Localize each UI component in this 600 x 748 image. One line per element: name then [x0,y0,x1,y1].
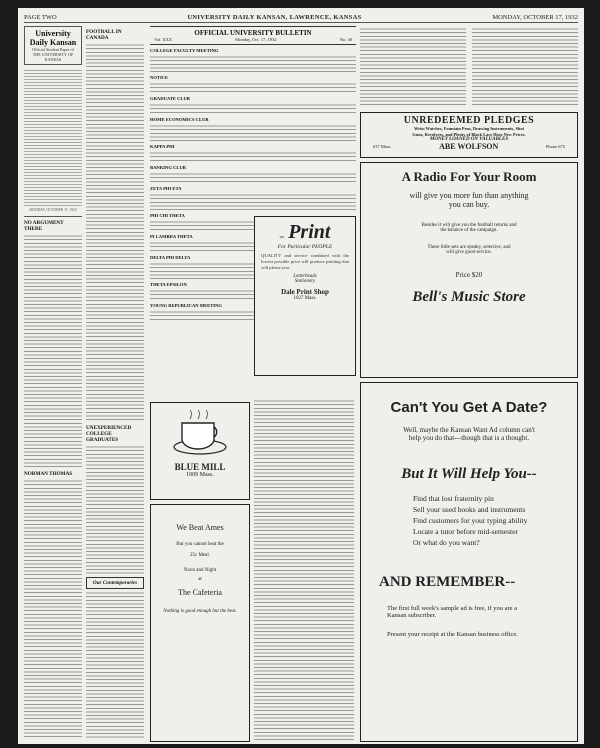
pledges-name: ABE WOLFSON [439,142,499,151]
column-editorial [24,26,82,740]
print-prefix: we [279,234,285,239]
date-ad-line1: Well, maybe the Kansan Want Ad column can't [403,426,535,434]
headline-graduates: UNEXPERIENCED COLLEGE GRADUATES [86,425,132,443]
bulletin-notice-heading: GRADUATE CLUB [150,96,190,101]
date-ad-title: Can't You Get A Date? [390,399,548,416]
radio-store: Bell's Music Store [412,289,526,305]
masthead-title: University Daily Kansan [29,29,77,47]
pledges-addr: 637 Mass. [373,144,392,149]
issue-date: MONDAY, OCTOBER 17, 1932 [492,13,578,21]
ad-blue-mill [150,402,250,500]
headline-football-canada: FOOTBALL IN CANADA [86,29,122,41]
radio-line1: will give you more fun than anything [409,191,529,200]
print-name: Dale Print Shop [281,288,329,296]
pledges-title: UNREDEEMED PLEDGES [403,115,535,126]
radio-line5: These little sets are speaky, selective, and [427,245,511,250]
bluemill-addr: 1009 Mass. [186,472,214,478]
bulletin-notice-heading: PHI CHI THETA [150,213,185,218]
ad-dale-print-shop [254,216,356,376]
masthead-sub: Official Student Paper of [32,47,74,52]
divider [24,216,82,217]
editorial-text-3 [86,42,144,422]
date-ad-list [361,493,577,548]
cafeteria-slogan: Nothing is good enough but the best. [163,609,237,614]
bulletin-notice-text [150,123,356,141]
contemporaries-heading: Our Contemporaries [86,577,144,589]
radio-line6: will give good service. [446,250,492,255]
bulletin-notice-heading: HOME ECONOMICS CLUB [150,117,209,122]
article-text [254,398,354,740]
cafeteria-line3: 25c Meal. [190,553,210,558]
masthead [24,26,82,65]
date-ad-r3: Present your receipt at the Kansan business office. [387,631,518,638]
pledges-line3: MONEY LOANED ON VALUABLES [429,137,509,142]
ad-want-ads [360,382,578,742]
column-right-top [360,26,578,106]
article-text-right-b [472,26,578,106]
editorial-text-2 [24,478,82,740]
bulletin-notice-heading: ZETA PHI ETA [150,186,182,191]
cup-illustration [170,409,230,457]
radio-price: Price $20 [455,271,483,279]
cafeteria-line2: But you cannot beat the [176,542,224,547]
bulletin-notice-heading: YOUNG REPUBLICAN MEETING [150,303,222,308]
bulletin-notice-heading: COLLEGE FACULTY MEETING [150,48,219,53]
column-editorial-2 [86,26,144,740]
print-letterheads: Letterheads [293,274,317,279]
bluemill-name: BLUE MILL [174,462,226,472]
editorial-text [24,233,82,468]
bulletin-notice-text [150,171,356,183]
headline-norman-thomas: NORMAN THOMAS [24,471,73,477]
paper-title: UNIVERSITY DAILY KANSAN, LAWRENCE, KANSAS [187,13,362,21]
newspaper-page [18,8,584,744]
cafeteria-line1: We Beat Ames [176,523,224,532]
bulletin-notice-heading: KAPPA PHI [150,144,175,149]
print-addr: 1027 Mass. [293,296,317,301]
pledges-phone: Phone 675 [545,144,565,149]
pledges-line1: Wrist Watches, Fountain Pens, Drawing Instruments, Shot [414,126,524,131]
print-logo [255,221,355,244]
ad-cafeteria [150,504,250,742]
bulletin-notice-text [150,150,356,162]
staff-listing [24,68,82,208]
pledges-footer [361,142,577,151]
bulletin-notice-heading: NOTICE [150,75,169,80]
date-ad-item: Find customers for your typing ability [413,516,528,525]
bulletin-notice-text [150,102,356,114]
print-word: Print [288,221,331,243]
cafeteria-line4: Noon and Night [183,568,217,573]
date-ad-item: Find that lost fraternity pin [413,494,494,503]
ad-radio [360,162,578,378]
date-ad-r2: Kansan subscriber. [387,612,437,619]
date-ad-line2: help you do that---though that is a thought. [408,434,530,442]
cafeteria-line5: at [198,577,202,582]
bulletin-meta [150,37,356,42]
pledges-line2: Guns, Revolvers, and Plenty of Black Lace Hose New Prices. [412,131,526,137]
print-stationery: Stationery [294,279,316,284]
article-text-right-a [360,26,466,106]
date-ad-remember: AND REMEMBER-- [379,574,516,590]
print-tag: For Particular PEOPLE [277,244,333,250]
masthead-sub2: THE UNIVERSITY OF KANSAS [32,52,74,62]
ad-unredeemed-pledges [360,112,578,158]
bulletin-date: Monday, Oct. 17, 1932 [235,37,277,42]
bulletin-notice-heading: THETA EPSILON [150,282,187,287]
date-ad-r1: The first full week's sample ad is free, if you are a [387,605,518,612]
bulletin-title: OFFICIAL UNIVERSITY BULLETIN [194,29,312,37]
bulletin-notice-text [150,192,356,210]
bulletin-notice-text [150,54,356,72]
bulletin-notice-heading: DELTA PHI DELTA [150,255,191,260]
print-body: QUALITY and service combined with the lowest possible price will produce printing that will please you. [261,253,349,270]
date-ad-help: But It Will Help You-- [401,466,537,482]
radio-line4: the balance of the campaign. [440,228,498,233]
page-header [24,12,578,23]
contemporaries-text [86,590,144,740]
bulletin-notice-heading: PI LAMBDA THETA [150,234,193,239]
page-number: PAGE TWO [24,13,57,21]
bulletin-head [150,26,356,45]
radio-title: A Radio For Your Room [401,169,537,184]
headline-no-argument: NO ARGUMENT THERE [24,220,64,232]
date-ad-item: Locate a tutor before mid-semester [413,527,518,536]
bulletin-notice-text [150,81,356,93]
masthead-date: MONDAY, OCTOBER 17, 1932 [29,208,77,212]
bulletin-no: No. 30 [339,37,352,42]
date-ad-item: Sell your used books and instruments [413,505,526,514]
cafeteria-name: The Cafeteria [178,588,222,597]
editorial-text-4 [86,444,144,574]
bulletin-vol: Vol. XXX [154,37,173,42]
radio-line3: Besides it will give you the football returns and [421,223,517,228]
date-ad-item: Or what do you want? [413,538,480,547]
radio-line2: you can buy. [448,200,490,209]
bulletin-notice-heading: BANKING CLUB [150,165,186,170]
